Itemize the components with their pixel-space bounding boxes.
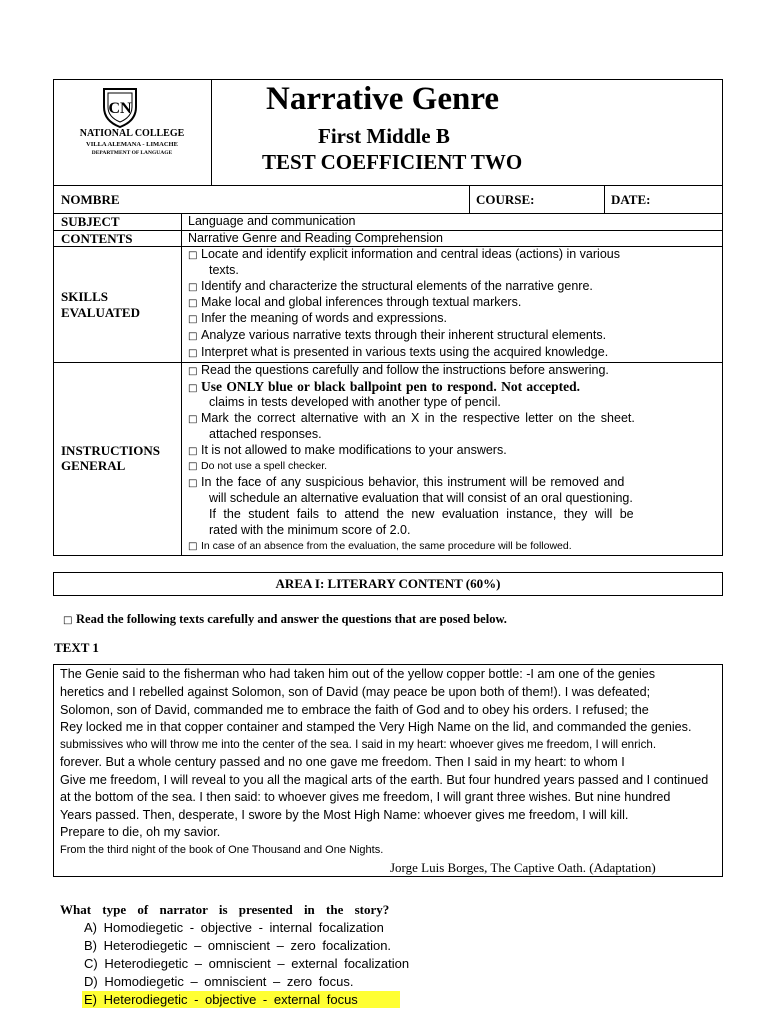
list-item: □ Locate and identify explicit information and central ideas (actions) in various	[188, 247, 620, 261]
bullet-icon: □	[188, 366, 198, 377]
list-item: □ Mark the correct alternative with an X in the respective letter on the sheet.	[188, 411, 635, 425]
passage-line: From the third night of the book of One Thousand and One Nights.	[60, 844, 384, 856]
school-location: VILLA ALEMANA - LIMACHE	[86, 141, 178, 148]
bullet-icon: □	[188, 383, 198, 394]
skills-label-2: EVALUATED	[61, 305, 140, 320]
passage-line: Give me freedom, I will reveal to you all the magical arts of the earth. But four hundred years passed and I continued	[60, 773, 709, 787]
list-item: □ Do not use a spell checker.	[188, 460, 328, 472]
school-department: DEPARTMENT OF LANGUAGE	[91, 150, 173, 156]
passage-line: forever. But a whole century passed and no one gave me freedom. Then I said in my heart: to whom I	[60, 755, 625, 769]
list-item: □ Analyze various narrative texts through their inherent structural elements.	[188, 328, 607, 342]
course-field-label: COURSE:	[476, 192, 535, 207]
instructions-label: INSTRUCTIONS	[61, 443, 160, 458]
date-field[interactable]	[655, 186, 721, 212]
list-item: □ In the face of any suspicious behavior, this instrument will be removed and	[188, 475, 625, 489]
list-item: □ It is not allowed to make modifications to your answers.	[188, 443, 507, 457]
list-item: rated with the minimum score of 2.0.	[209, 523, 411, 537]
bullet-icon: □	[188, 298, 198, 309]
subject-label: SUBJECT	[61, 214, 120, 229]
instructions-label-2: GENERAL	[61, 458, 126, 473]
col-divider	[181, 213, 182, 556]
name-field[interactable]	[182, 186, 468, 212]
option-e[interactable]: E) Heterodiegetic - objective - external focus	[84, 992, 358, 1007]
bullet-icon: □	[188, 478, 198, 489]
subject-value: Language and communication	[188, 214, 356, 228]
document-title: Narrative Genre	[266, 81, 500, 117]
list-item: □ Use ONLY blue or black ballpoint pen to respond. Not accepted.	[188, 379, 581, 394]
passage-line: heretics and I rebelled against Solomon, son of David (may peace be upon both of them!). I was defeated;	[60, 685, 651, 699]
area-title: AREA I: LITERARY CONTENT (60%)	[275, 576, 501, 591]
passage-line: at the bottom of the sea. I then said: to whoever gives me freedom, I will grant three wishes. But nine hundred	[60, 790, 671, 804]
row-divider	[53, 213, 723, 214]
header-divider	[211, 79, 212, 186]
bullet-icon: □	[63, 615, 73, 626]
date-field-label: DATE:	[611, 192, 651, 207]
list-item: texts.	[209, 263, 239, 277]
passage-line: Prepare to die, oh my savior.	[60, 825, 221, 839]
bullet-icon: □	[188, 282, 198, 293]
course-field[interactable]	[540, 186, 603, 212]
bullet-icon: □	[188, 331, 198, 342]
name-field-label: NOMBRE	[61, 192, 120, 207]
crest-letters: CN	[108, 100, 132, 117]
option-a[interactable]: A) Homodiegetic - objective - internal focalization	[84, 920, 384, 935]
area-instruction: □ Read the following texts carefully and answer the questions that are posed below.	[63, 612, 507, 626]
passage-line: The Genie said to the fisherman who had taken him out of the yellow copper bottle: -I am one of the genies	[60, 667, 656, 681]
contents-value: Narrative Genre and Reading Comprehension	[188, 231, 444, 245]
bullet-icon: □	[188, 446, 198, 457]
bullet-icon: □	[188, 250, 198, 261]
option-d[interactable]: D) Homodiegetic – omniscient – zero focus.	[84, 974, 354, 989]
list-item: □ In case of an absence from the evaluation, the same procedure will be followed.	[188, 540, 572, 552]
list-item: □ Make local and global inferences through textual markers.	[188, 295, 522, 309]
list-item: If the student fails to attend the new evaluation instance, they will be	[209, 507, 634, 521]
test-name: TEST COEFFICIENT TWO	[262, 150, 523, 174]
school-crest-icon	[100, 85, 140, 129]
option-c[interactable]: C) Heterodiegetic – omniscient – external focalization	[84, 956, 410, 971]
col-divider	[604, 185, 605, 213]
bullet-icon: □	[188, 348, 198, 359]
list-item: □ Read the questions carefully and follow the instructions before answering.	[188, 363, 609, 377]
passage-line: Years passed. Then, desperate, I swore by the Most High Name: whoever gives me freedom, I will kill.	[60, 808, 629, 822]
skills-label: SKILLS	[61, 289, 108, 304]
list-item: claims in tests developed with another type of pencil.	[209, 395, 501, 409]
list-item: □ Infer the meaning of words and expressions.	[188, 311, 447, 325]
list-item: will schedule an alternative evaluation that will consist of an oral questioning.	[209, 491, 633, 505]
bullet-icon: □	[188, 461, 198, 472]
bullet-icon: □	[188, 414, 198, 425]
passage-line: submissives who will throw me into the center of the sea. I said in my heart: whoever gives me freedom, I will enrich.	[60, 738, 657, 751]
question-text: What type of narrator is presented in the story?	[60, 902, 390, 917]
school-name: NATIONAL COLLEGE	[79, 128, 185, 139]
passage-line: Rey locked me in that copper container and stamped the Very High Name on the lid, and commanded the genies.	[60, 720, 692, 734]
contents-label: CONTENTS	[61, 231, 133, 246]
text1-label: TEXT 1	[54, 640, 99, 655]
passage-line: Solomon, son of David, commanded me to embrace the faith of God and to obey his orders. I refused; the	[60, 703, 649, 717]
list-item: attached responses.	[209, 427, 322, 441]
list-item: □ Interpret what is presented in various texts using the acquired knowledge.	[188, 345, 609, 359]
option-b[interactable]: B) Heterodiegetic – omniscient – zero focalization.	[84, 938, 392, 953]
col-divider	[469, 185, 470, 213]
bullet-icon: □	[188, 541, 198, 552]
instructions-list	[188, 363, 718, 555]
bullet-icon: □	[188, 314, 198, 325]
list-item: □ Identify and characterize the structural elements of the narrative genre.	[188, 279, 593, 293]
passage-attribution: Jorge Luis Borges, The Captive Oath. (Adaptation)	[390, 860, 656, 875]
skills-list	[188, 247, 718, 361]
grade-subtitle: First Middle B	[318, 124, 450, 148]
